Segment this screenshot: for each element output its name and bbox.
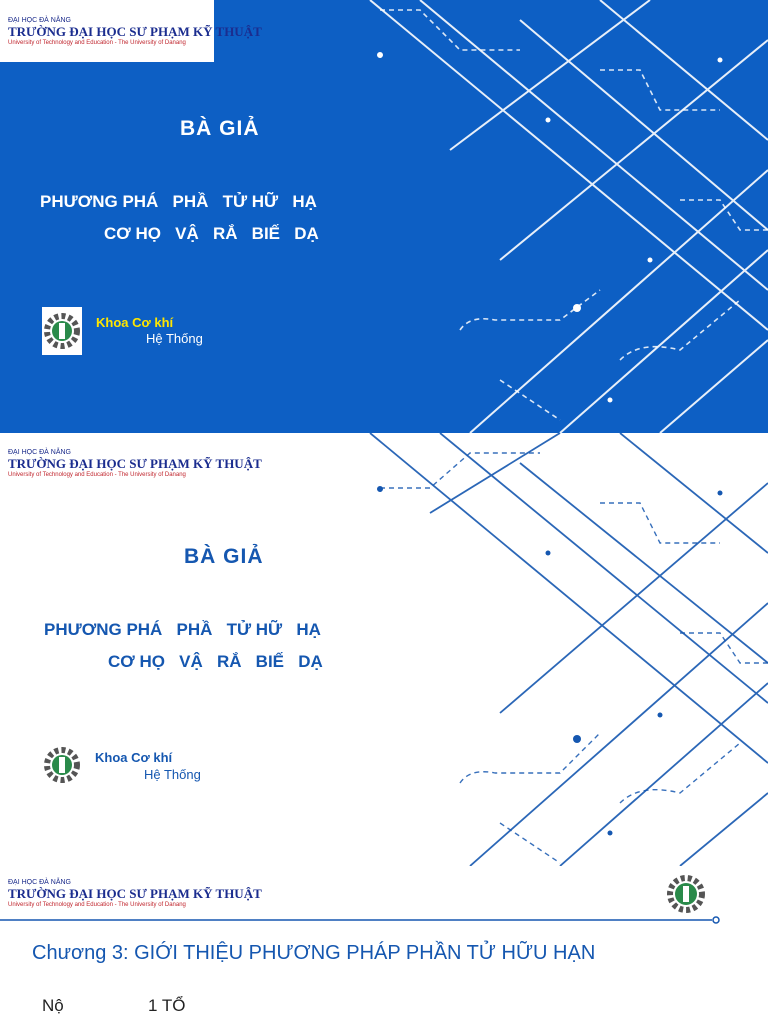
university-parent-name: ĐẠI HỌC ĐÀ NẴNG bbox=[8, 16, 72, 24]
department-name: Khoa Cơ khí bbox=[96, 315, 174, 330]
chapter-slide bbox=[0, 866, 768, 1024]
university-english-name: University of Technology and Education - The University of Danang bbox=[8, 901, 186, 908]
university-logo bbox=[0, 433, 262, 493]
university-parent-name: ĐẠI HỌC ĐÀ NẴNG bbox=[8, 448, 72, 456]
circuit-line-decoration bbox=[0, 0, 768, 433]
system-label: Hệ Thống bbox=[146, 331, 203, 346]
content-label: Nộ bbox=[42, 996, 64, 1015]
gear-logo bbox=[664, 872, 708, 916]
university-name: TRƯỜNG ĐẠI HỌC SƯ PHẠM KỸ THUẬT bbox=[8, 23, 262, 39]
slide-subtitle-line1: PHƯƠNG PHÁ PHẦ TỬ HỮ HẠ bbox=[40, 192, 317, 211]
department-name: Khoa Cơ khí bbox=[95, 750, 173, 765]
slide-title: BÀ GIẢ bbox=[180, 117, 260, 140]
university-english-name: University of Technology and Education - The University of Danang bbox=[8, 471, 186, 478]
gear-logo-icon bbox=[42, 743, 82, 787]
gear-logo bbox=[42, 307, 82, 355]
slide-subtitle-line1: PHƯƠNG PHÁ PHẦ TỬ HỮ HẠ bbox=[44, 620, 321, 639]
header-divider-line bbox=[0, 912, 768, 928]
university-english-name: University of Technology and Education - The University of Danang bbox=[8, 39, 186, 46]
university-name: TRƯỜNG ĐẠI HỌC SƯ PHẠM KỸ THUẬT bbox=[8, 455, 262, 471]
content-item: 1 TỔ bbox=[148, 996, 186, 1015]
title-slide-blue bbox=[0, 0, 768, 433]
gear-logo bbox=[42, 743, 82, 787]
slide-subtitle-line2: CƠ HỌ VẬ RẮ BIẾ DẠ bbox=[104, 224, 319, 243]
title-slide-white bbox=[0, 433, 768, 866]
chapter-heading: Chương 3: GIỚI THIỆU PHƯƠNG PHÁP PHẦN TỬ HỮU HẠN bbox=[32, 942, 596, 964]
system-label: Hệ Thống bbox=[144, 767, 201, 782]
gear-logo-icon bbox=[42, 307, 82, 355]
gear-logo-icon bbox=[664, 872, 708, 916]
slide-title: BÀ GIẢ bbox=[184, 545, 264, 568]
university-parent-name: ĐẠI HỌC ĐÀ NẴNG bbox=[8, 878, 72, 886]
circuit-line-decoration bbox=[0, 433, 768, 866]
university-logo bbox=[0, 0, 262, 62]
university-name: TRƯỜNG ĐẠI HỌC SƯ PHẠM KỸ THUẬT bbox=[8, 885, 262, 901]
slide-subtitle-line2: CƠ HỌ VẬ RẮ BIẾ DẠ bbox=[108, 652, 323, 671]
